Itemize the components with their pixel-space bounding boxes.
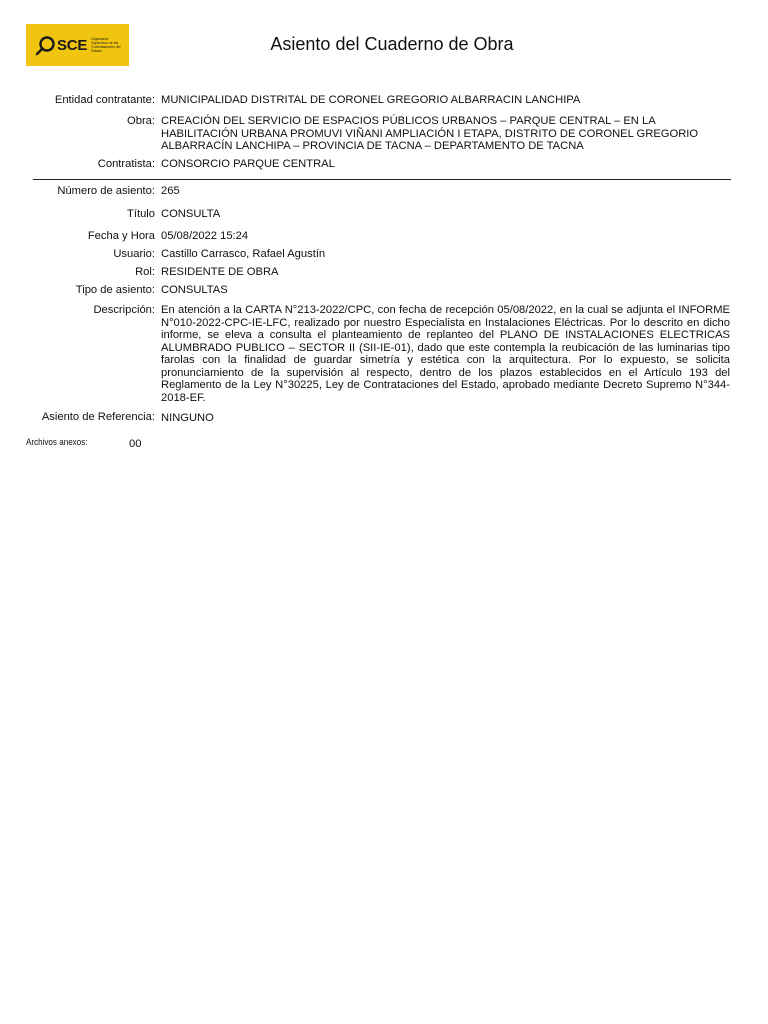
- titulo-label: Título: [127, 208, 155, 220]
- obra-value: CREACIÓN DEL SERVICIO DE ESPACIOS PÚBLICOS URBANOS – PARQUE CENTRAL – EN LA HABILITACIÓN URBANA PROMUVI VIÑANI AMPLIACIÓN I ETAPA, DISTRITO DE CORONEL GREGORIO ALBARRACÍN LANCHIPA – PROVINCIA DE TACNA – DEPARTAMENTO DE TACNA: [161, 115, 699, 152]
- numero-value: 265: [161, 185, 180, 197]
- titulo-value: CONSULTA: [161, 208, 221, 220]
- rol-label: Rol:: [135, 266, 155, 278]
- contratista-value: CONSORCIO PARQUE CENTRAL: [161, 158, 335, 170]
- entidad-label: Entidad contratante:: [54, 94, 155, 106]
- rol-value: RESIDENTE DE OBRA: [161, 266, 279, 278]
- numero-label: Número de asiento:: [57, 185, 155, 197]
- anexos-value: 00: [129, 438, 142, 450]
- usuario-label: Usuario:: [113, 248, 155, 260]
- entidad-value: MUNICIPALIDAD DISTRITAL DE CORONEL GREGORIO ALBARRACIN LANCHIPA: [161, 94, 581, 106]
- tipo-label: Tipo de asiento:: [75, 284, 155, 296]
- fecha-label: Fecha y Hora: [87, 230, 155, 242]
- referencia-value: NINGUNO: [161, 412, 214, 424]
- fecha-value: 05/08/2022 15:24: [161, 230, 249, 242]
- logo-subtitle: Organismo Supervisor de las Contrataciones del Estado: [91, 37, 121, 53]
- anexos-label: Archivos anexos:: [26, 437, 88, 448]
- descripcion-label: Descripción:: [93, 304, 155, 316]
- page-title: Asiento del Cuaderno de Obra: [270, 34, 514, 54]
- usuario-value: Castillo Carrasco, Rafael Agustín: [161, 248, 326, 260]
- logo-text: SCE: [57, 36, 88, 54]
- obra-label: Obra:: [127, 115, 155, 127]
- descripcion-value: En atención a la CARTA N°213-2022/CPC, con fecha de recepción 05/08/2022, en la cual se adjunta el INFORME N°010-2022-CPC-IE-LFC, realizado por nuestro Especialista en Instalaciones Eléctricas. Por lo descrito en dicho informe, se eleva a consulta el planteamiento de replanteo del PLANO DE INSTALACIONES ELECTRICAS ALUMBRADO PUBLICO – SECTOR II (SII-IE-01), dado que este contempla la reubicación de las luminarias tipo farolas con la finalidad de guardar simetría y estética con la arquitectura. Por lo expuesto, se solicita pronunciamiento de la supervisión al respecto, dentro de los plazos establecidos en el Artículo 193 del Reglamento de la Ley N°30225, Ley de Contrataciones del Estado, aprobado mediante Decreto Supremo N°344-2018-EF.: [161, 304, 730, 404]
- tipo-value: CONSULTAS: [161, 284, 228, 296]
- divider: [33, 179, 731, 180]
- referencia-label: Asiento de Referencia:: [41, 411, 155, 423]
- contratista-label: Contratista:: [97, 158, 155, 170]
